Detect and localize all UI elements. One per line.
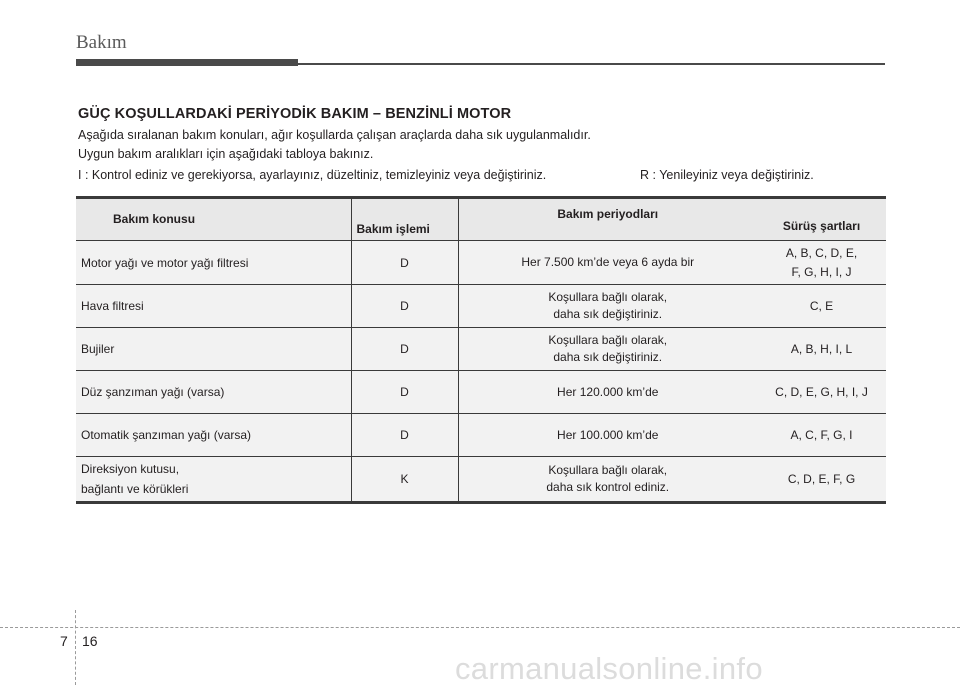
cell-text: Otomatik şanzıman yağı (varsa) [81,428,252,442]
legend-i: I : Kontrol ediniz ve gerekiyorsa, ayarlayınız, düzeltiniz, temizleyiniz veya değiştiriniz. [78,168,547,182]
legend [78,168,888,182]
table-row [76,457,886,503]
cell-text: bağlantı ve körükleri [81,482,189,496]
cell-operation [351,241,458,285]
cell-operation [351,328,458,371]
cell-item [76,241,351,285]
table-row [76,414,886,457]
section-title: Bakım [76,32,127,53]
page-number: 16 [82,633,98,649]
cell-conditions [757,285,886,328]
cell-interval [458,328,757,371]
cell-text: Koşullara bağlı olarak, [548,290,668,304]
col-header-operation: Bakım işlemi [351,198,458,241]
table-row [76,285,886,328]
cell-conditions [757,328,886,371]
cell-conditions [757,371,886,414]
cell-text: daha sık kontrol ediniz. [546,480,670,494]
col-header-conditions: Sürüş şartları [757,198,886,241]
cell-text: K [400,472,409,486]
cell-operation [351,285,458,328]
col-header-interval: Bakım periyodları [458,198,757,241]
cell-text: D [400,255,409,270]
cell-text: Her 100.000 km’de [557,427,659,442]
table-row [76,328,886,371]
cell-text: D [400,385,409,399]
cell-interval [458,285,757,328]
table-row [76,371,886,414]
cell-text: Motor yağı ve motor yağı filtresi [81,255,249,270]
page-heading: GÜÇ KOŞULLARDAKİ PERİYODİK BAKIM – BENZİNLİ MOTOR [78,106,512,122]
cell-text: D [400,428,409,442]
cell-item [76,371,351,414]
cell-text: A, C, F, G, I [790,427,853,442]
chapter-number: 7 [60,633,68,649]
intro-text [78,126,591,164]
cell-interval [458,414,757,457]
cell-conditions [757,241,886,285]
footer-vertical-divider [75,610,76,685]
cell-interval [458,457,757,503]
cell-text: Düz şanzıman yağı (varsa) [81,385,225,399]
watermark: carmanualsonline.info [455,651,763,686]
cell-text: Bujiler [81,342,115,356]
header-rule-thick [76,59,298,66]
cell-text: D [400,342,409,356]
cell-item [76,457,351,503]
header-rule-thin [298,63,885,65]
cell-interval [458,241,757,285]
cell-text: C, D, E, F, G [787,471,856,486]
table-header-row [76,198,886,241]
cell-item [76,285,351,328]
legend-r: R : Yenileyiniz veya değiştiriniz. [640,168,814,182]
cell-text: C, E [809,298,834,313]
cell-interval [458,371,757,414]
cell-text: Her 7.500 km’de veya 6 ayda bir [521,255,695,269]
cell-operation [351,457,458,503]
cell-text: Koşullara bağlı olarak, [548,333,668,347]
intro-line-2: Uygun bakım aralıkları için aşağıdaki tabloya bakınız. [78,147,374,161]
table-row [76,241,886,285]
cell-conditions [757,414,886,457]
cell-text: daha sık değiştiriniz. [553,350,663,364]
cell-text: Her 120.000 km’de [557,384,659,399]
intro-line-1: Aşağıda sıralanan bakım konuları, ağır koşullarda çalışan araçlarda daha sık uygulanmalıdır. [78,128,591,142]
cell-text: Koşullara bağlı olarak, [548,463,668,477]
footer-divider [0,627,960,628]
cell-text: A, B, H, I, L [790,341,853,356]
cell-text: Direksiyon kutusu, [81,462,180,476]
cell-text: C, D, E, G, H, I, J [775,384,868,399]
cell-text: D [400,299,409,313]
cell-item [76,328,351,371]
cell-text: A, B, C, D, E, [785,245,858,260]
cell-text: Hava filtresi [81,299,144,313]
cell-operation [351,414,458,457]
cell-conditions [757,457,886,503]
cell-operation [351,371,458,414]
col-header-item: Bakım konusu [76,198,351,241]
cell-item [76,414,351,457]
cell-text: daha sık değiştiriniz. [553,307,663,321]
cell-text: F, G, H, I, J [791,264,852,279]
maintenance-table [76,196,886,504]
